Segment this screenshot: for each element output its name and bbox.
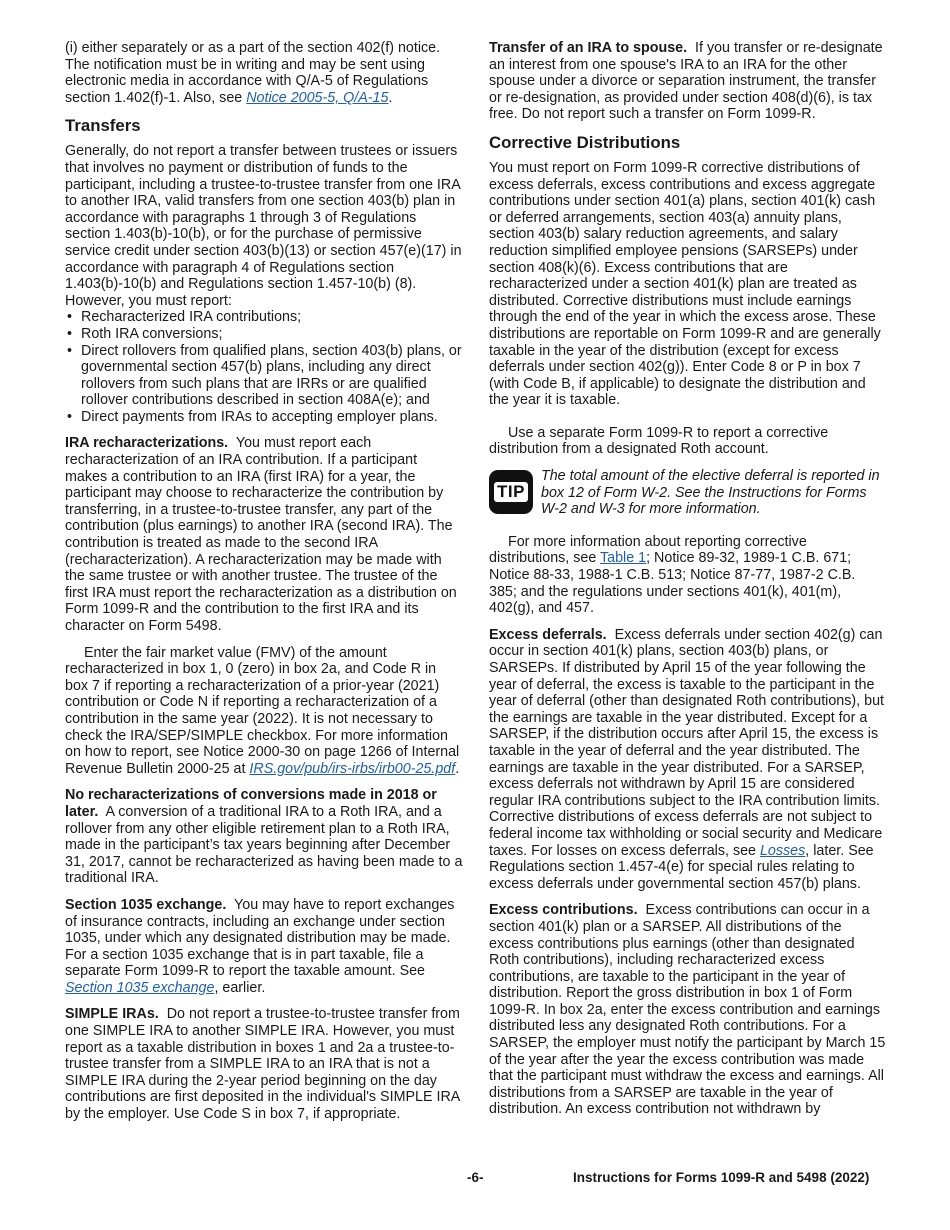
excess-deferrals-paragraph: Excess deferrals. Excess deferrals under section 402(g) can occur in section 401(k) plans, section 403(b) plans, or SARSEPs. If distributed by April 15 of the year following the year of deferral, the excess is taxable to the participant in the year of deferral (other than designated Roth contributions), but the earnings are taxable in the year distributed. Except for a SARSEP, if the distribution occurs after April 15, the excess is taxable in the year of deferral and the year distributed. The earnings are taxable in the year distributed. For a SARSEP, excess deferrals not withdrawn by April 15 are considered regular IRA contributions subject to the IRA contribution limits. Corrective distributions of excess deferrals are not subject to federal income tax withholding or social security and Medicare taxes. For losses on excess deferrals, see Losses, later. See Regulations section 1.457-4(e) for special rules relating to excess deferrals under governmental section 457(b) plans. bbox=[489, 626, 884, 892]
list-item: • Roth IRA conversions; bbox=[65, 326, 463, 343]
simple-iras-paragraph: SIMPLE IRAs. Do not report a trustee-to-trustee transfer from one SIMPLE IRA to another SIMPLE IRA. However, you must report as a taxable distribution in boxes 1 and 2a a trustee-to-trustee transfer from a SIMPLE IRA to an IRA that is not a SIMPLE IRA during the 2-year period beginning on the day contributions are first deposited in the individual's SIMPLE IRA by the employer. Use Code S in box 7, if appropriate. bbox=[65, 1006, 460, 1123]
losses-link[interactable]: Losses bbox=[759, 842, 806, 859]
tip-text: The total amount of the elective deferral is reported in box 12 of Form W-2. See the Instructions for Forms W-2 and W-3 for more information. bbox=[541, 468, 880, 518]
corrective-paragraph: You must report on Form 1099-R corrective distributions of excess deferrals, excess contributions and excess aggregate contributions under section 401(a) plans, section 401(k) cash or deferred arrangements, section 403(a) annuity plans, section 403(b) salary reduction agreements, and salary reduction simplified employee pensions (SARSEPs) under section 408(k)(6). Excess contributions that are recharacterized under a section 401(k) plan are treated as distributed. Corrective distributions must include earnings through the end of the year in which the excess arose. These distributions are reportable on Form 1099-R and are generally taxable in the year of the distribution (except for excess deferrals under section 402(g)). Enter Code 8 or P in box 7 (with Code B, if applicable) to designate the distribution and the year it is taxable. bbox=[489, 159, 881, 409]
no-recharacterization-paragraph: No recharacterizations of conversions made in 2018 or later. A conversion of a traditional IRA to a Roth IRA, and a rollover from any other eligible retirement plan to a Roth IRA, made in the participant’s tax years beginning after December 31, 2017, cannot be recharacterized as having been made to a traditional IRA. bbox=[65, 787, 463, 887]
excess-contributions-paragraph: Excess contributions. Excess contributions can occur in a section 401(k) plan or a SARSEP. All distributions of the excess contributions plus earnings (other than designated Roth contributions), including recharacterized excess contributions, are taxable to the participant in the year of distribution. Report the gross distribution in box 1 of Form 1099-R. In box 2a, enter the excess contribution and earnings distributed less any designated Roth contributions. For a SARSEP, the employer must notify the participant by March 15 of the year after the year the excess contribution was made that the participant must withdraw the excess and earnings. All distributions from a SARSEP are taxable in the year of distribution. An excess contribution not withdrawn by bbox=[489, 902, 886, 1118]
tip-box bbox=[489, 468, 887, 518]
left-column bbox=[65, 40, 463, 1133]
section-1035-paragraph: Section 1035 exchange. You may have to report exchanges of insurance contracts, including an exchange under section 1035, under which any designated distribution may be made. For a section 1035 exchange that is in part taxable, file a separate Form 1099-R to report the taxable amount. See Section 1035 exchange, earlier. bbox=[65, 896, 455, 996]
intro-paragraph: (i) either separately or as a part of the section 402(f) notice. The notification must be in writing and may be sent using electronic media in accordance with Q/A-5 of Regulations section 1.402(f)-1. Also, see Notice 2005-5, Q/A-15. bbox=[65, 40, 441, 106]
ira-recharacterizations-paragraph: IRA recharacterizations. You must report each recharacterization of an IRA contribution. If a participant makes a contribution to an IRA (first IRA) for a year, the participant may choose to recharacterize the contribution by transferring, in a trustee-to-trustee transfer, any part of the contribution (plus earnings) to another IRA (second IRA). The contribution is treated as made to the second IRA (recharacterization). A recharacterization may be made with the same trustee or with another trustee. The trustee of the first IRA must report the recharacterization as a distribution on Form 1099-R and the contribution to the first IRA and its character on Form 5498. bbox=[65, 435, 457, 634]
page-number: -6- bbox=[467, 1170, 484, 1185]
transfers-paragraph: Generally, do not report a transfer between trustees or issuers that involves no payment or distribution of funds to the participant, including a trustee-to-trustee transfer from one IRA to another IRA, valid transfers from one section 403(b) plan in accordance with paragraphs 1 through 3 of Regulations section 1.403(b)-10(b), or for the purchase of permissive service credit under section 403(b)(13) or section 457(e)(17) in accordance with paragraph 4 of Regulations section 1.403(b)-10(b) and Regulations section 1.457-10(b) (8). However, you must report: bbox=[65, 143, 462, 309]
more-info-paragraph: For more information about reporting corrective distributions, see Table 1; Notice 89-32, 1989-1 C.B. 671; Notice 88-33, 1988-1 C.B. 513; Notice 87-77, 1987-2 C.B. 385; and the regulations under sections 401(k), 401(m), 402(g), and 457. bbox=[489, 533, 856, 617]
section-1035-link[interactable]: Section 1035 exchange bbox=[65, 979, 215, 996]
transfers-heading: Transfers bbox=[65, 116, 141, 136]
ira-spouse-paragraph: Transfer of an IRA to spouse. If you transfer or re-designate an interest from one spouse's IRA to an IRA for the other spouse under a divorce or separation instrument, the transfer or re-designation, as provided under section 408(d)(6), is tax free. Do not report such a transfer on Form 1099-R. bbox=[489, 40, 883, 123]
report-bullet-list bbox=[65, 309, 463, 425]
document-title: Instructions for Forms 1099-R and 5498 (2022) bbox=[573, 1170, 870, 1185]
roth-paragraph: Use a separate Form 1099-R to report a corrective distribution from a designated Roth account. bbox=[489, 424, 829, 458]
list-item: • Direct payments from IRAs to accepting employer plans. bbox=[65, 409, 463, 426]
notice-2005-5-link[interactable]: Notice 2005-5, Q/A-15 bbox=[246, 89, 389, 106]
irb00-25-link[interactable]: IRS.gov/pub/irs-irbs/irb00-25.pdf bbox=[249, 760, 456, 777]
list-item: • Direct rollovers from qualified plans, section 403(b) plans, or governmental section 457(b) plans, including any direct rollovers from such plans that are IRRs or are qualified rollover contributions described in section 408A(e); and bbox=[65, 343, 463, 409]
corrective-distributions-heading: Corrective Distributions bbox=[489, 132, 681, 152]
list-item: • Recharacterized IRA contributions; bbox=[65, 309, 463, 326]
tip-icon: TIP bbox=[489, 470, 533, 514]
fmv-paragraph: Enter the fair market value (FMV) of the amount recharacterized in box 1, 0 (zero) in box 2a, and Code R in box 7 if reporting a recharacterization of a prior-year (2021) contribution or Code N if reporting a recharacterization of a contribution in the same year (2022). It is not necessary to check the IRA/SEP/SIMPLE checkbox. For more information on how to report, see Notice 2000-30 on page 1266 of Internal Revenue Bulletin 2000-25 at IRS.gov/pub/irs-irbs/irb00-25.pdf. bbox=[65, 644, 460, 777]
right-column bbox=[489, 40, 887, 1128]
table-1-link[interactable]: Table 1 bbox=[600, 550, 647, 567]
